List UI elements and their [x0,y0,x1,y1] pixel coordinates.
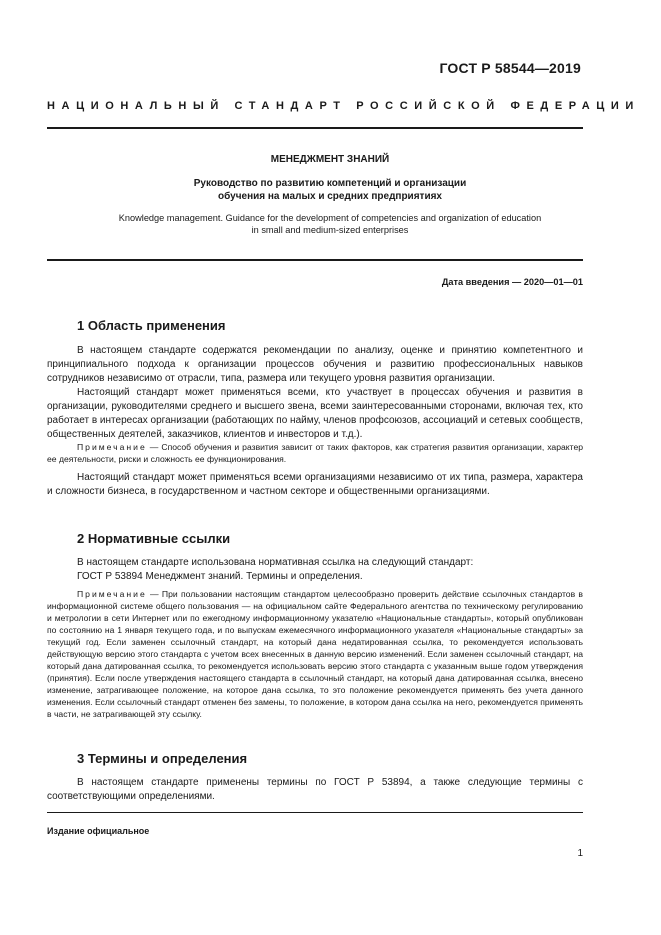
note-label: Примечание [77,442,147,452]
subtitle-line-2: обучения на малых и средних предприятиях [218,190,442,202]
note-label: Примечание [77,589,147,599]
section-2-reference: ГОСТ Р 53894 Менеджмент знаний. Термины и определения. [77,571,363,582]
introduction-date: Дата введения — 2020—01—01 [441,277,583,287]
standard-number: ГОСТ Р 58544—2019 [439,60,581,76]
section-3-heading: 3 Термины и определения [77,751,248,766]
english-title [47,212,613,236]
section-1-note: Примечание — Способ обучения и развития зависит от таких факторов, как стратегия развития организации, характер ее деятельности, риски и сложность ее функционирования. [47,442,584,464]
english-title-line-2: in small and medium-sized enterprises [251,225,409,235]
footer-rule [47,812,583,813]
section-2-heading: 2 Нормативные ссылки [77,531,231,546]
national-standard-heading: НАЦИОНАЛЬНЫЙ СТАНДАРТ РОССИЙСКОЙ ФЕДЕРАЦИИ [47,100,640,112]
english-title-line-1: Knowledge management. Guidance for the development of competencies and organization of education [118,213,542,223]
official-edition-label: Издание официальное [47,826,150,836]
section-2-note: Примечание — При пользовании настоящим стандартом целесообразно проверить действие ссылочных стандартов в информационной системе общего пользования — на официальном сайте Федерального агентства по техническому регулированию и метрологии в сети Интернет или по ежегодному информационному указателю «Национальные стандарты», который опубликован по состоянию на 1 января текущего года, и по выпускам ежемесячного информационного указателя «Национальные стандарты» за текущий год. Если заменен ссылочный стандарт, на который дана недатированная ссылка, то рекомендуется использовать действующую версию этого стандарта с учетом всех внесенных в данную версию изменений. Если заменен ссылочный стандарт, на который дана датированная ссылка, то рекомендуется использовать версию этого стандарта с указанным выше годом утверждения (принятия). Если после утверждения настоящего стандарта в ссылочный стандарт, на который дана датированная ссылка, внесено изменение, затрагивающее положение, на которое дана ссылка, то это положение рекомендуется применять без учета данного изменения. Если ссылочный стандарт отменен без замены, то положение, в котором дана ссылка на него, рекомендуется применять в части, не затрагивающей эту ссылку. [47,589,583,719]
section-1-paragraph-3: Настоящий стандарт может применяться всеми организациями независимо от их типа, размера, характера и сложности бизнеса, в государственном и частном секторе и общественными организациями. [47,472,583,497]
section-1-paragraph-1: В настоящем стандарте содержатся рекомендации по анализу, оценке и принятию компетентного и принципиального подхода к организации процессов обучения и развитию профессиональных навыков сотрудников независимо от отрасли, типа, размера или текущего уровня развития организации. [47,345,583,384]
section-3-paragraph-1: В настоящем стандарте применены термины по ГОСТ Р 53894, а также следующие термины с соответствующими определениями. [47,777,583,802]
section-1-paragraph-2: Настоящий стандарт может применяться всеми, кто участвует в процессах обучения и развития в организации, руководителями среднего и высшего звена, всеми заинтересованными сторонами, включая тех, кто работает в интересах организации (работающих по найму, членов профсоюзов, ассоциаций и сетевых сообществ, общественных деятелей, заказчиков, клиентов и инвесторов и т.д.). [47,387,583,440]
section-2-paragraph-1: В настоящем стандарте использована нормативная ссылка на следующий стандарт: [77,557,474,568]
section-1-heading: 1 Область применения [77,318,226,333]
page-number: 1 [577,848,583,859]
document-subtitle [47,178,613,203]
top-rule [47,127,583,129]
document-title: МЕНЕДЖМЕНТ ЗНАНИЙ [270,154,390,165]
title-bottom-rule [47,259,583,261]
subtitle-line-1: Руководство по развитию компетенций и организации [193,178,467,189]
